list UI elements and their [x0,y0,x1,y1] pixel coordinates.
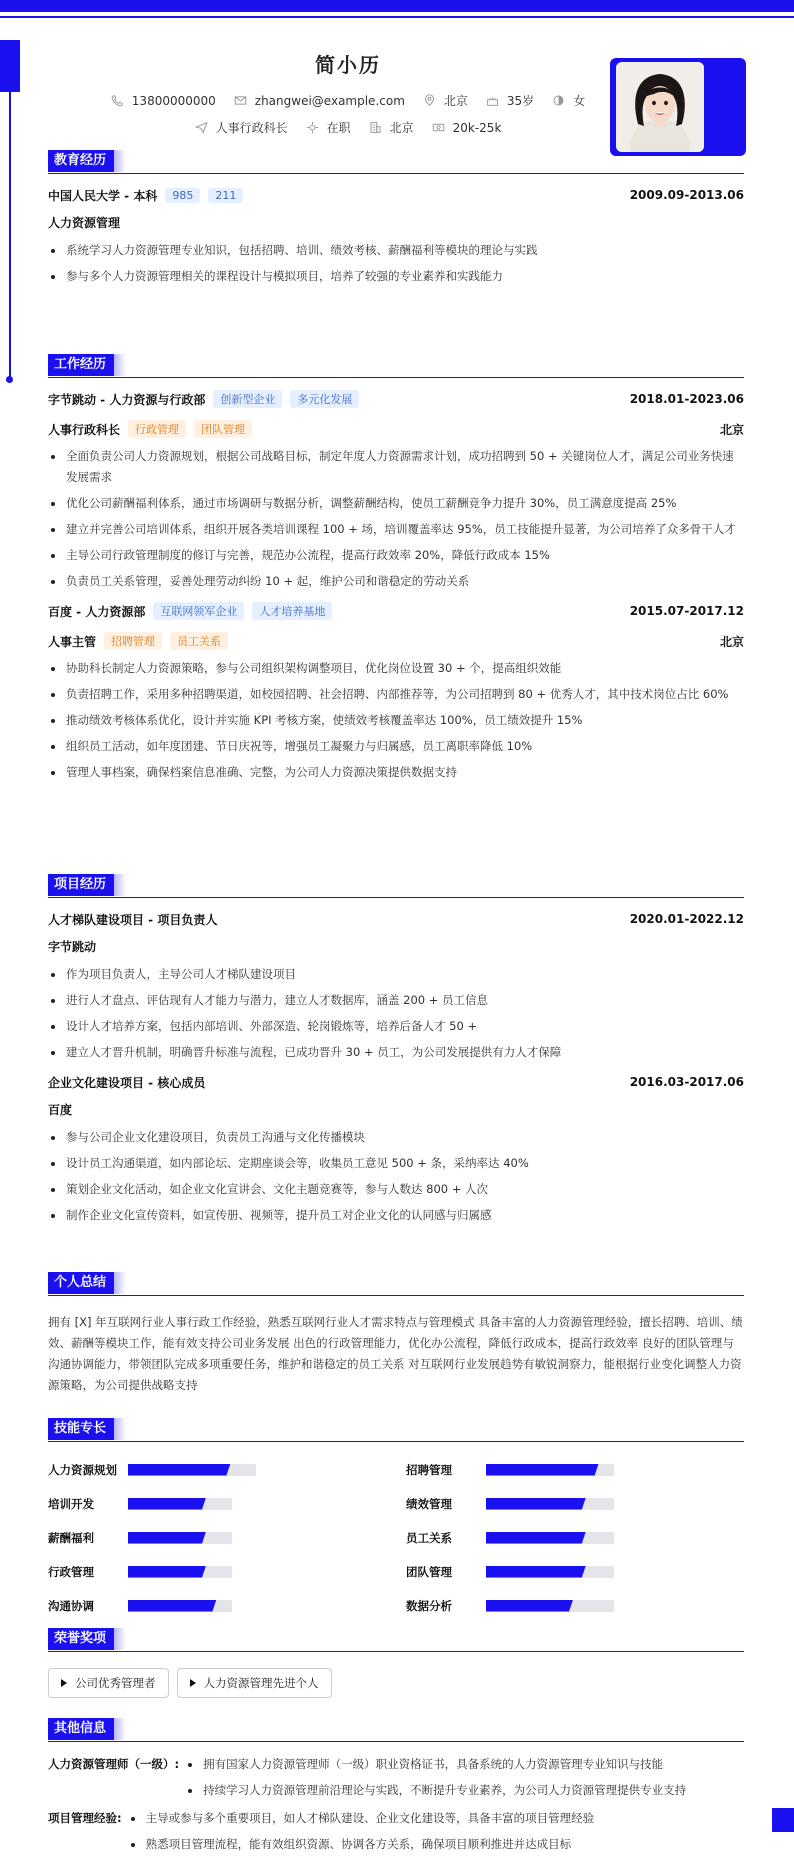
email-text: zhangwei@example.com [254,93,405,108]
skill-name: 培训开发 [48,1496,94,1511]
left-accent-dot [6,376,13,383]
list-item: 推动绩效考核体系优化，设计并实施 KPI 考核方案，使绩效考核覆盖率达 100%，员工绩效提升 15% [48,710,744,731]
role-tag: 团队管理 [194,420,252,438]
project-org: 字节跳动 [48,940,97,954]
skill-name: 员工关系 [406,1530,452,1545]
list-item: 参与多个人力资源管理相关的课程设计与模拟项目，培养了较强的专业素养和实践能力 [48,266,744,287]
project-name: 企业文化建设项目 - 核心成员 [48,1075,206,1090]
position-info [195,119,288,136]
status-info [306,119,351,136]
list-item: 管理人事档案，确保档案信息准确、完整，为公司人力资源决策提供数据支持 [48,762,744,783]
major: 人力资源管理 [48,216,121,230]
play-icon [190,1679,196,1687]
age-icon [486,94,499,107]
resume-header [48,50,648,136]
award-badge [48,1668,169,1698]
education-date: 2009.09-2013.06 [629,188,744,202]
skill-item [48,1462,386,1477]
list-item: 参与公司企业文化建设项目，负责员工沟通与文化传播模块 [48,1127,744,1148]
skill-bar [128,1464,256,1476]
skill-bar-fill [486,1498,586,1510]
top-accent-bar [0,0,794,12]
top-accent-line [0,16,794,18]
skill-bar-fill [128,1600,216,1612]
education-title: 教育经历 [48,150,114,172]
school-tag: 985 [165,188,200,203]
skill-bar [486,1600,614,1612]
list-item: 持续学习人力资源管理前沿理论与实践，不断提升专业素养，为公司人力资源管理提供专业支持 [185,1780,686,1801]
skill-bar [486,1464,614,1476]
avatar [616,62,704,152]
job-city: 北京 [719,422,744,437]
skills-section [48,1418,744,1613]
list-item: 拥有国家人力资源管理师（一级）职业资格证书，具备系统的人力资源管理专业知识与技能 [185,1754,686,1775]
summary-header [48,1272,744,1296]
age-info [486,92,534,109]
skill-bar [486,1498,614,1510]
education-section [48,150,744,292]
list-item: 全面负责公司人力资源规划，根据公司战略目标，制定年度人力资源需求计划，成功招聘到 50 + 关键岗位人才，满足公司业务快速发展需求 [48,446,744,488]
other-label: 项目管理经验: [48,1811,122,1825]
list-item: 设计员工沟通渠道，如内部论坛、定期座谈会等，收集员工意见 500 + 条，采纳率达 40% [48,1153,744,1174]
skills-title: 技能专长 [48,1418,114,1440]
project-entry [48,1071,744,1226]
awards-list [48,1668,744,1698]
skill-bar-fill [128,1566,206,1578]
skill-bar-fill [486,1566,586,1578]
job-role: 人事行政科长 [48,422,121,437]
list-item: 优化公司薪酬福利体系，通过市场调研与数据分析，调整薪酬结构，使员工薪酬竞争力提升 30%，员工满意度提高 25% [48,493,744,514]
other-bullets [128,1808,595,1860]
skill-name: 团队管理 [406,1564,452,1579]
skill-bar [486,1532,614,1544]
contact-row [48,92,648,109]
skill-item [48,1496,386,1511]
award-text: 人力资源管理先进个人 [203,1676,319,1690]
other-title: 其他信息 [48,1718,114,1740]
role-tag: 员工关系 [170,632,228,650]
city-info [369,119,414,136]
age-text: 35岁 [506,94,535,108]
building-icon [369,121,382,134]
skill-name: 绩效管理 [406,1496,452,1511]
job-bullets [48,658,744,783]
project-name: 人才梯队建设项目 - 项目负责人 [48,912,218,927]
gender-text: 女 [573,94,586,108]
skill-bar-fill [486,1532,586,1544]
gender-icon [552,94,565,107]
list-item: 组织员工活动，如年度团建、节日庆祝等，增强员工凝聚力与归属感，员工离职率降低 10% [48,736,744,757]
education-header [48,150,744,174]
play-icon [61,1679,67,1687]
phone-info [111,94,216,108]
projects-header [48,874,744,898]
company-name: 字节跳动 - 人力资源与行政部 [48,392,206,407]
skill-name: 薪酬福利 [48,1530,94,1545]
work-section [48,354,744,788]
skills-header [48,1418,744,1442]
phone-text: 13800000000 [131,93,216,108]
award-text: 公司优秀管理者 [75,1676,156,1690]
right-accent-tab [772,1808,794,1832]
skill-bar-fill [486,1600,573,1612]
school-name: 中国人民大学 - 本科 [48,188,158,203]
profile-photo-frame [610,58,746,156]
skills-grid [48,1462,744,1613]
skill-item [406,1564,744,1579]
awards-section [48,1628,744,1698]
role-tag: 招聘管理 [104,632,162,650]
skill-name: 人力资源规划 [48,1462,117,1477]
skill-name: 数据分析 [406,1598,452,1613]
left-accent-line [9,92,11,380]
projects-title: 项目经历 [48,874,114,896]
list-item: 策划企业文化活动，如企业文化宣讲会、文化主题竞赛等，参与人数达 800 + 人次 [48,1179,744,1200]
portrait-image [616,62,704,152]
education-bullets [48,240,744,287]
candidate-name: 简小历 [315,53,381,77]
company-tag: 创新型企业 [213,390,282,408]
send-icon [195,121,208,134]
project-org: 百度 [48,1103,73,1117]
job-entry [48,600,744,783]
gender-info [552,92,585,109]
other-entry [48,1754,744,1806]
skill-bar [486,1566,614,1578]
status-text: 在职 [326,121,351,135]
list-item: 系统学习人力资源管理专业知识，包括招聘、培训、绩效考核、薪酬福利等模块的理论与实践 [48,240,744,261]
job-info-row [48,119,648,136]
job-role: 人事主管 [48,634,97,649]
role-tag: 行政管理 [128,420,186,438]
list-item: 协助科长制定人力资源策略，参与公司组织架构调整项目，优化岗位设置 30 + 个，提高组织效能 [48,658,744,679]
location-text: 北京 [443,94,468,108]
project-bullets [48,964,744,1063]
list-item: 建立并完善公司培训体系，组织开展各类培训课程 100 + 场，培训覆盖率达 95%，员工技能提升显著，为公司培养了众多骨干人才 [48,519,744,540]
other-label: 人力资源管理师（一级）: [48,1757,180,1771]
job-date: 2015.07-2017.12 [629,604,744,618]
list-item: 设计人才培养方案，包括内部培训、外部深造、轮岗锻炼等，培养后备人才 50 + [48,1016,744,1037]
summary-section [48,1272,744,1396]
school-tag: 211 [208,188,243,203]
work-header [48,354,744,378]
list-item: 负责员工关系管理，妥善处理劳动纠纷 10 + 起，维护公司和谐稳定的劳动关系 [48,571,744,592]
mail-icon [234,94,247,107]
job-entry [48,388,744,592]
list-item: 主导或参与多个重要项目，如人才梯队建设、企业文化建设等，具备丰富的项目管理经验 [128,1808,595,1829]
skill-bar-fill [486,1464,599,1476]
list-item: 作为项目负责人，主导公司人才梯队建设项目 [48,964,744,985]
job-bullets [48,446,744,592]
project-date: 2016.03-2017.06 [629,1075,744,1089]
position-text: 人事行政科长 [215,121,288,135]
list-item: 负责招聘工作，采用多种招聘渠道，如校园招聘、社会招聘、内部推荐等，为公司招聘到 80 + 优秀人才，其中技术岗位占比 60% [48,684,744,705]
skill-item [406,1462,744,1477]
other-header [48,1718,744,1742]
skill-bar-fill [128,1498,206,1510]
awards-header [48,1628,744,1652]
city-text: 北京 [389,121,414,135]
location-icon [423,94,436,107]
job-date: 2018.01-2023.06 [629,392,744,406]
awards-title: 荣誉奖项 [48,1628,114,1650]
skill-bar [128,1600,232,1612]
skill-name: 行政管理 [48,1564,94,1579]
project-entry [48,908,744,1063]
salary-text: 20k-25k [452,120,502,135]
skill-bar-fill [128,1464,230,1476]
skill-item [48,1530,386,1545]
skill-name: 沟通协调 [48,1598,94,1613]
list-item: 建立人才晋升机制，明确晋升标准与流程，已成功晋升 30 + 员工，为公司发展提供有力人才保障 [48,1042,744,1063]
skill-item [48,1598,386,1613]
summary-text: 拥有 [X] 年互联网行业人事行政工作经验，熟悉互联网行业人才需求特点与管理模式 具备丰富的人力资源管理经验，擅长招聘、培训、绩效、薪酬等模块工作，能有效支持公司业务发展 出色的行政管理能力，优化办公流程，降低行政成本，提高行政效率 良好的团队管理与沟通协调能力，带领团队完成多项重要任务，维护和谐稳定的员工关系 对互联网行业发展趋势有敏锐洞察力，能根据行业变化调整人力资源策略，为公司提供战略支持 [48,1315,743,1392]
skill-bar [128,1532,232,1544]
skill-name: 招聘管理 [406,1462,452,1477]
location-info [423,92,468,109]
job-city: 北京 [719,634,744,649]
skill-item [406,1598,744,1613]
other-bullets [185,1754,686,1806]
list-item: 主导公司行政管理制度的修订与完善，规范办公流程，提高行政效率 20%，降低行政成本 15% [48,545,744,566]
company-tag: 人才培养基地 [252,602,332,620]
company-tag: 多元化发展 [290,390,359,408]
project-bullets [48,1127,744,1226]
company-tag: 互联网领军企业 [153,602,244,620]
salary-info [432,121,502,135]
skill-item [406,1530,744,1545]
award-badge [177,1668,332,1698]
email-info [234,94,405,108]
education-entry-row [48,184,744,206]
other-entry [48,1808,744,1860]
skill-bar [128,1566,232,1578]
phone-icon [111,94,124,107]
work-title: 工作经历 [48,354,114,376]
skill-bar-fill [128,1532,206,1544]
project-date: 2020.01-2022.12 [629,912,744,926]
skill-item [406,1496,744,1511]
company-name: 百度 - 人力资源部 [48,604,146,619]
summary-title: 个人总结 [48,1272,114,1294]
projects-section [48,874,744,1231]
skill-item [48,1564,386,1579]
left-accent-tab [0,40,20,92]
list-item: 进行人才盘点、评估现有人才能力与潜力，建立人才数据库，涵盖 200 + 员工信息 [48,990,744,1011]
salary-icon [432,121,445,134]
status-icon [306,121,319,134]
list-item: 熟悉项目管理流程，能有效组织资源、协调各方关系，确保项目顺利推进并达成目标 [128,1834,595,1855]
skill-bar [128,1498,232,1510]
list-item: 制作企业文化宣传资料，如宣传册、视频等，提升员工对企业文化的认同感与归属感 [48,1205,744,1226]
other-section [48,1718,744,1860]
